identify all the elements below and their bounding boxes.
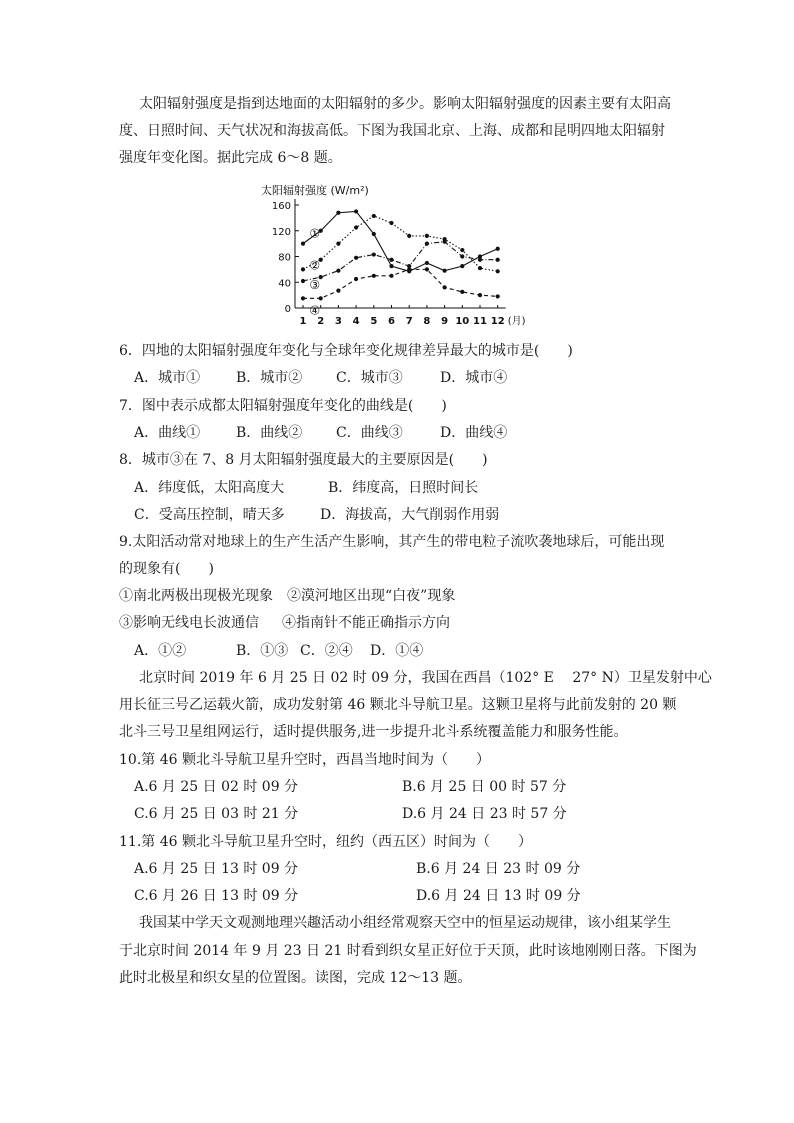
series-4-point: [389, 274, 393, 278]
q9-item-4: ④指南针不能正确指示方向: [282, 615, 450, 631]
q7-option-a[interactable]: A．曲线①: [134, 425, 201, 441]
q9-option-d[interactable]: D．①④: [370, 643, 424, 659]
q9-item-3: ③影响无线电长波通信: [119, 615, 259, 631]
series-2-point: [389, 221, 393, 225]
series-4-point: [443, 285, 447, 289]
q8-option-d[interactable]: D．海拔高，大气削弱作用弱: [320, 507, 500, 523]
x-tick-label: 11: [473, 316, 487, 327]
series-3-point: [496, 258, 500, 262]
q10-option-b[interactable]: B.6 月 25 日 00 时 57 分: [402, 779, 567, 795]
x-tick-label: 7: [405, 316, 413, 327]
series-4-point: [496, 294, 500, 298]
series-1-point: [301, 242, 305, 246]
q6-option-b[interactable]: B．城市②: [236, 370, 303, 386]
q9-item-2: ②漠河地区出现“白夜”现象: [287, 588, 456, 604]
series-3-point: [354, 256, 358, 260]
series-line-3: [303, 242, 498, 281]
q8-option-c[interactable]: C．受高压控制，晴天多: [134, 507, 285, 523]
series-1-point: [460, 264, 464, 268]
intro3-line2: 于北京时间 2014 年 9 月 23 日 21 时看到织女星正好位于天顶，此时该地刚刚日落。下图为: [119, 943, 697, 959]
series-1-point: [372, 232, 376, 236]
series-2-point: [478, 266, 482, 270]
series-4-point: [319, 296, 323, 300]
x-tick-label: 12: [490, 316, 505, 327]
series-2-point: [336, 242, 340, 246]
x-axis-label: (月): [507, 316, 526, 327]
y-tick-label: 40: [278, 278, 291, 290]
radiation-chart: [255, 180, 555, 335]
q9-option-a[interactable]: A．①②: [134, 643, 187, 659]
series-1-point: [389, 264, 393, 268]
series-2-point: [372, 214, 376, 218]
y-tick-label: 80: [278, 252, 291, 264]
series-2-point: [301, 267, 305, 271]
series-label-3: ③: [309, 277, 321, 292]
q7-option-d[interactable]: D．曲线④: [440, 425, 508, 441]
intro1-line2: 度、日照时间、天气状况和海拔高低。下图为我国北京、上海、成都和昆明四地太阳辐射: [119, 123, 665, 139]
series-4-point: [460, 290, 464, 294]
q7-option-b[interactable]: B．曲线②: [236, 425, 303, 441]
q6-option-c[interactable]: C．城市③: [336, 370, 403, 386]
series-3-point: [389, 258, 393, 262]
x-tick-label: 3: [334, 316, 342, 327]
series-4-point: [336, 289, 340, 293]
series-label-4: ④: [309, 303, 321, 318]
q10-option-c[interactable]: C.6 月 25 日 03 时 21 分: [134, 806, 299, 822]
series-2-point: [425, 234, 429, 238]
series-4-point: [301, 296, 305, 300]
series-line-1: [303, 211, 498, 271]
q8-option-b[interactable]: B．纬度高，日照时间长: [328, 480, 479, 496]
q10-option-a[interactable]: A.6 月 25 日 02 时 09 分: [134, 779, 299, 795]
q8-stem: 8．城市③在 7、8 月太阳辐射强度最大的主要原因是( ): [119, 452, 488, 468]
x-tick-label: 4: [352, 316, 360, 327]
series-2-point: [460, 248, 464, 252]
q11-option-a[interactable]: A.6 月 25 日 13 时 09 分: [134, 861, 299, 877]
series-3-point: [336, 269, 340, 273]
q7-stem: 7．图中表示成都太阳辐射强度年变化的曲线是( ): [119, 398, 447, 414]
series-1-point: [425, 261, 429, 265]
series-4-point: [407, 267, 411, 271]
series-line-4: [303, 269, 498, 298]
series-label-1: ①: [309, 226, 321, 241]
intro2-line1: 北京时间 2019 年 6 月 25 日 02 时 09 分，我国在西昌（102° E 27° N）卫星发射中心: [139, 670, 712, 686]
q9-option-b[interactable]: B．①③: [236, 643, 289, 659]
q11-stem: 11.第 46 颗北斗导航卫星升空时，纽约（西五区）时间为（ ）: [119, 834, 532, 850]
q9-item-1: ①南北两极出现极光现象: [119, 588, 273, 604]
q9-stem-line1: 9.太阳活动常对地球上的生产生活产生影响，其产生的带电粒子流吹袭地球后，可能出现: [119, 534, 665, 550]
series-1-point: [354, 209, 358, 213]
q11-option-d[interactable]: D.6 月 24 日 13 时 09 分: [416, 888, 581, 904]
intro3-line1: 我国某中学天文观测地理兴趣活动小组经常观察天空中的恒星运动规律，该小组某学生: [139, 915, 671, 931]
series-4-point: [372, 274, 376, 278]
series-2-point: [407, 234, 411, 238]
x-tick-label: 10: [455, 316, 470, 327]
series-1-point: [336, 211, 340, 215]
x-tick-label: 9: [441, 316, 449, 327]
q9-stem-line2: 的现象有( ): [119, 561, 214, 577]
q8-option-a[interactable]: A．纬度低，太阳高度大: [134, 480, 285, 496]
chart-title: 太阳辐射强度 (W/m²): [261, 184, 369, 197]
series-3-point: [301, 279, 305, 283]
series-2-point: [496, 269, 500, 273]
series-3-point: [460, 254, 464, 258]
series-3-point: [372, 252, 376, 256]
series-4-point: [354, 277, 358, 281]
series-3-point: [478, 258, 482, 262]
series-3-point: [425, 242, 429, 246]
x-tick-label: 1: [299, 316, 307, 327]
q9-option-c[interactable]: C．②④: [300, 643, 353, 659]
q10-option-d[interactable]: D.6 月 24 日 23 时 57 分: [402, 806, 567, 822]
q6-option-a[interactable]: A．城市①: [134, 370, 201, 386]
x-tick-label: 6: [388, 316, 395, 327]
x-tick-label: 2: [317, 316, 325, 327]
y-tick-label: 0: [284, 304, 291, 315]
intro2-line3: 北斗三号卫星组网运行，适时提供服务,进一步提升北斗系统覆盖能力和服务性能。: [119, 724, 628, 740]
intro1-line1: 太阳辐射强度是指到达地面的太阳辐射的多少。影响太阳辐射强度的因素主要有太阳高: [139, 96, 671, 112]
radiation-chart-svg: [255, 180, 555, 335]
q6-option-d[interactable]: D．城市④: [440, 370, 508, 386]
q7-option-c[interactable]: C．曲线③: [336, 425, 403, 441]
x-tick-label: 5: [370, 316, 378, 327]
series-1-point: [496, 247, 500, 251]
q11-option-c[interactable]: C.6 月 26 日 13 时 09 分: [134, 888, 299, 904]
series-4-point: [425, 267, 429, 271]
y-tick-label: 160: [271, 201, 291, 212]
series-4-point: [478, 293, 482, 297]
series-label-2: ②: [309, 258, 321, 273]
series-3-point: [443, 240, 447, 244]
q10-stem: 10.第 46 颗北斗导航卫星升空时，西昌当地时间为（ ）: [119, 752, 490, 768]
x-tick-label: 8: [423, 316, 431, 327]
series-1-point: [443, 269, 447, 273]
q11-option-b[interactable]: B.6 月 24 日 23 时 09 分: [416, 861, 581, 877]
intro3-line3: 此时北极星和织女星的位置图。读图，完成 12～13 题。: [119, 970, 472, 986]
q6-stem: 6．四地的太阳辐射强度年变化与全球年变化规律差异最大的城市是( ): [119, 343, 573, 359]
intro2-line2: 用长征三号乙运载火箭，成功发射第 46 颗北斗导航卫星。这颗卫星将与此前发射的 20 颗: [119, 697, 677, 713]
intro1-line3: 强度年变化图。据此完成 6～8 题。: [119, 150, 342, 166]
series-2-point: [354, 225, 358, 229]
y-tick-label: 120: [271, 226, 291, 238]
